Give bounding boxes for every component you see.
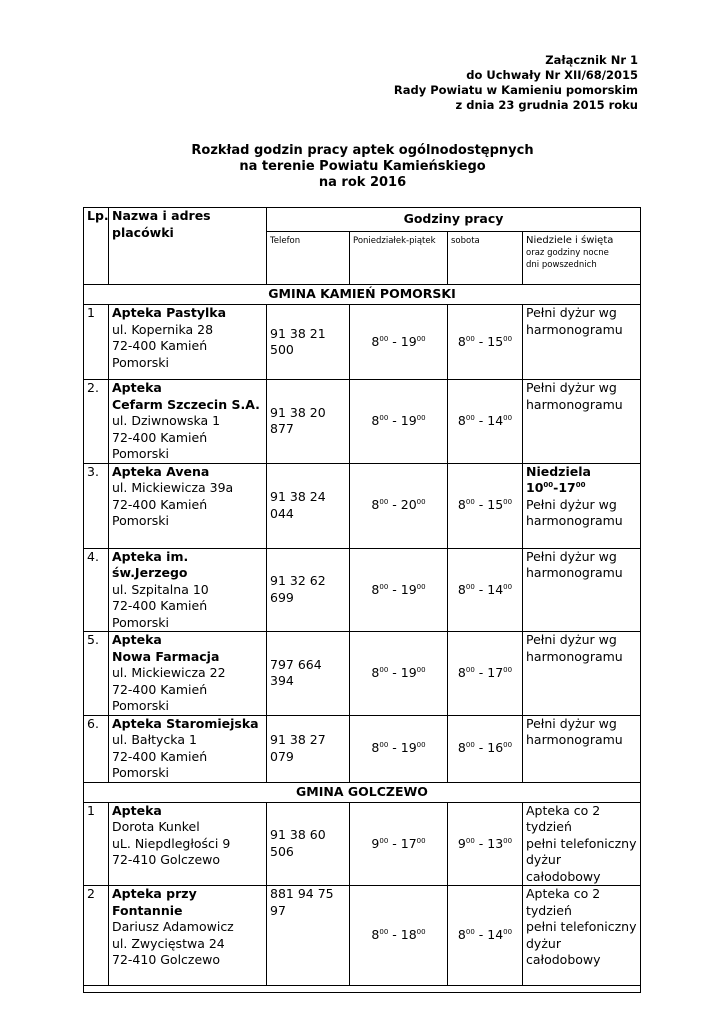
minute-value: 00 bbox=[503, 836, 513, 845]
row-lp: 6. bbox=[84, 715, 109, 782]
row-lp: 5. bbox=[84, 632, 109, 716]
phone-number: 91 38 27 079 bbox=[270, 732, 326, 764]
row-lp: 1 bbox=[84, 802, 109, 886]
minute-value: 00 bbox=[416, 582, 426, 591]
table-row bbox=[84, 886, 641, 986]
hour-value: 8 bbox=[457, 413, 466, 428]
minute-value: 00 bbox=[465, 665, 475, 674]
weekday-hours-cell: $9^{00} - 17^{00}$ bbox=[350, 802, 448, 886]
minute-value: 00 bbox=[503, 413, 513, 422]
sunday-cell bbox=[523, 632, 641, 716]
sunday-cell bbox=[523, 548, 641, 632]
duty-note: Apteka co 2 tydzień bbox=[526, 886, 601, 918]
phone-number: 91 38 24 044 bbox=[270, 489, 326, 521]
annex-line: do Uchwały Nr XII/68/2015 bbox=[466, 68, 638, 82]
saturday-hours-cell: $8^{00} - 17^{00}$ bbox=[448, 632, 523, 716]
hour-value: 18 bbox=[400, 927, 417, 943]
minute-value: 00 bbox=[416, 413, 426, 422]
pharmacy-address-line: uL. Niepdległości 9 bbox=[112, 835, 231, 851]
row-lp: 4. bbox=[84, 548, 109, 632]
weekday-hours-cell: $8^{00} - 19^{00}$ bbox=[350, 380, 448, 464]
hour-value: 19 bbox=[400, 740, 417, 756]
sunday-cell bbox=[523, 463, 641, 548]
hour-value: 15 bbox=[487, 497, 504, 513]
pharmacy-name: Apteka im. św.Jerzego bbox=[112, 548, 189, 580]
hour-value: 8 bbox=[371, 927, 380, 943]
duty-note: harmonogramu bbox=[526, 648, 623, 664]
hour-value: 19 bbox=[400, 333, 417, 349]
pharmacy-name-line2: Nowa Farmacja bbox=[112, 648, 220, 664]
minute-value: 00 bbox=[379, 582, 389, 591]
hour-value: 14 bbox=[487, 581, 504, 597]
header-weekdays: Poniedziałek-piątek bbox=[350, 232, 448, 285]
hour-value: 19 bbox=[400, 581, 417, 597]
duty-note: Pełni dyżur wg bbox=[526, 715, 617, 731]
duty-note: pełni telefoniczny bbox=[526, 835, 637, 851]
minute-value: 00 bbox=[416, 334, 426, 343]
sunday-cell bbox=[523, 715, 641, 782]
minute-value: 00 bbox=[503, 665, 513, 674]
pharmacy-name: Apteka bbox=[112, 802, 162, 818]
phone-cell bbox=[267, 463, 350, 548]
weekday-hours-cell: $8^{00} - 19^{00}$ bbox=[350, 632, 448, 716]
duty-note: Pełni dyżur wg bbox=[526, 632, 617, 647]
hour-value: 19 bbox=[400, 665, 417, 680]
hour-value: 14 bbox=[487, 413, 504, 428]
minute-value: 00 bbox=[465, 741, 475, 750]
phone-cell bbox=[267, 305, 350, 380]
duty-note: pełni telefoniczny bbox=[526, 919, 637, 934]
minute-value: 00 bbox=[379, 836, 389, 845]
saturday-hours-cell: $8^{00} - 14^{00}$ bbox=[448, 548, 523, 632]
sunday-label: Niedziela bbox=[526, 463, 591, 479]
duty-note: dyżur całodobowy bbox=[526, 935, 601, 967]
duty-note: harmonogramu bbox=[526, 732, 623, 747]
minute-value: 00 bbox=[416, 836, 426, 845]
phone-number: 797 664 394 bbox=[270, 656, 322, 689]
pharmacy-address-line: 72-400 Kamień Pomorski bbox=[112, 598, 208, 630]
pharmacy-address-line: ul. Zwycięstwa 24 bbox=[112, 935, 225, 951]
minute-value: 00 bbox=[379, 928, 389, 937]
sunday-cell bbox=[523, 380, 641, 464]
pharmacy-address-line: 72-400 Kamień Pomorski bbox=[112, 496, 208, 528]
pharmacy-cell bbox=[109, 548, 267, 632]
pharmacy-address-line: 72-400 Kamień Pomorski bbox=[112, 681, 208, 713]
minute-value: 00 bbox=[465, 928, 475, 937]
pharmacy-hours-table bbox=[83, 207, 641, 993]
minute-value: 00 bbox=[465, 413, 475, 422]
duty-note: harmonogramu bbox=[526, 396, 623, 412]
header-phone: Telefon bbox=[267, 232, 350, 285]
row-lp: 2 bbox=[84, 886, 109, 986]
duty-note: Pełni dyżur wg bbox=[526, 380, 617, 395]
table-footer-row bbox=[84, 986, 641, 993]
table-row bbox=[84, 305, 641, 380]
duty-note: Pełni dyżur wg bbox=[526, 548, 617, 564]
hour-value: 17 bbox=[487, 665, 504, 680]
pharmacy-address-line: 72-410 Golczewo bbox=[112, 852, 221, 867]
phone-cell bbox=[267, 380, 350, 464]
hour-value: 13 bbox=[487, 835, 504, 851]
pharmacy-address-line: 72-400 Kamień Pomorski bbox=[112, 748, 208, 780]
hour-value: 19 bbox=[400, 413, 417, 428]
minute-value: 00 bbox=[416, 741, 426, 750]
minute-value: 00 bbox=[503, 928, 513, 937]
pharmacy-address-line: Dorota Kunkel bbox=[112, 819, 200, 834]
sunday-cell bbox=[523, 886, 641, 986]
duty-note: harmonogramu bbox=[526, 565, 623, 580]
weekday-hours-cell: $8^{00} - 19^{00}$ bbox=[350, 715, 448, 782]
table-row bbox=[84, 380, 641, 464]
pharmacy-name: Apteka bbox=[112, 632, 162, 647]
duty-note: harmonogramu bbox=[526, 321, 623, 337]
phone-number: 91 32 62 699 bbox=[270, 573, 326, 605]
phone-number: 91 38 60 506 bbox=[270, 827, 326, 859]
pharmacy-address-line: 72-410 Golczewo bbox=[112, 952, 221, 967]
section-title: GMINA GOLCZEWO bbox=[84, 782, 641, 802]
hour-value: 8 bbox=[457, 333, 466, 349]
row-lp: 2. bbox=[84, 380, 109, 464]
pharmacy-address-line: ul. Mickiewicza 22 bbox=[112, 665, 226, 680]
pharmacy-address-line: 72-400 Kamień Pomorski bbox=[112, 338, 208, 370]
duty-note: Apteka co 2 tydzień bbox=[526, 802, 601, 834]
pharmacy-name: Apteka Avena bbox=[112, 463, 210, 479]
weekday-hours-cell: $8^{00} - 18^{00}$ bbox=[350, 886, 448, 986]
title-line: na rok 2016 bbox=[318, 175, 407, 190]
hour-value: 8 bbox=[371, 413, 380, 428]
minute-value: 00 bbox=[503, 582, 513, 591]
minute-value: 00 bbox=[379, 741, 389, 750]
saturday-hours-cell: $8^{00} - 15^{00}$ bbox=[448, 305, 523, 380]
pharmacy-name: Apteka bbox=[112, 380, 162, 395]
hour-value: 10 bbox=[526, 480, 544, 495]
header-sunday-line: Niedziele i święta bbox=[526, 235, 614, 246]
header-name: Nazwa i adres placówki bbox=[109, 208, 267, 285]
sunday-hours: $10^{00}-17^{00}$ bbox=[526, 480, 586, 495]
duty-note: Pełni dyżur wg bbox=[526, 305, 617, 320]
minute-value: 00 bbox=[416, 665, 426, 674]
hour-value: 8 bbox=[371, 581, 380, 597]
header-sunday bbox=[523, 232, 641, 285]
hour-value: 8 bbox=[457, 927, 466, 943]
hour-value: 8 bbox=[457, 740, 466, 756]
duty-note: Pełni dyżur wg bbox=[526, 496, 617, 512]
pharmacy-cell bbox=[109, 463, 267, 548]
section-title: GMINA KAMIEŃ POMORSKI bbox=[84, 285, 641, 305]
hour-value: 9 bbox=[371, 835, 380, 851]
pharmacy-address-line: 72-400 Kamień Pomorski bbox=[112, 429, 208, 461]
pharmacy-cell bbox=[109, 715, 267, 782]
minute-value: 00 bbox=[416, 498, 426, 507]
minute-value: 00 bbox=[503, 334, 513, 343]
weekday-hours-cell: $8^{00} - 19^{00}$ bbox=[350, 305, 448, 380]
hour-value: 9 bbox=[457, 835, 466, 851]
pharmacy-address-line: ul. Dziwnowska 1 bbox=[112, 413, 221, 428]
hour-value: 14 bbox=[487, 927, 504, 943]
minute-value: 00 bbox=[379, 665, 389, 674]
phone-number: 91 38 20 877 bbox=[270, 404, 326, 437]
pharmacy-cell bbox=[109, 380, 267, 464]
minute-value: 00 bbox=[503, 741, 513, 750]
hour-value: 17 bbox=[400, 835, 417, 851]
table-row bbox=[84, 632, 641, 716]
header-hours: Godziny pracy bbox=[267, 208, 641, 232]
phone-number: 881 94 75 97 bbox=[270, 886, 334, 918]
phone-number: 91 38 21 500 bbox=[270, 325, 326, 357]
pharmacy-name-line2: Cefarm Szczecin S.A. bbox=[112, 396, 260, 412]
phone-cell bbox=[267, 632, 350, 716]
hour-value: 17 bbox=[558, 480, 576, 495]
pharmacy-name: Apteka przy Fontannie bbox=[112, 886, 197, 918]
duty-note: harmonogramu bbox=[526, 513, 623, 528]
pharmacy-address-line: ul. Szpitalna 10 bbox=[112, 581, 209, 597]
phone-cell bbox=[267, 548, 350, 632]
saturday-hours-cell: $8^{00} - 15^{00}$ bbox=[448, 463, 523, 548]
minute-value: 00 bbox=[465, 582, 475, 591]
minute-value: 00 bbox=[379, 498, 389, 507]
saturday-hours-cell: $8^{00} - 16^{00}$ bbox=[448, 715, 523, 782]
annex-line: z dnia 23 grudnia 2015 roku bbox=[455, 98, 638, 112]
table-row bbox=[84, 548, 641, 632]
sunday-cell bbox=[523, 305, 641, 380]
pharmacy-name: Apteka Pastylka bbox=[112, 305, 227, 320]
hour-value: 16 bbox=[487, 740, 504, 756]
row-lp: 1 bbox=[84, 305, 109, 380]
phone-cell bbox=[267, 802, 350, 886]
pharmacy-address-line: ul. Kopernika 28 bbox=[112, 321, 214, 337]
pharmacy-cell bbox=[109, 632, 267, 716]
hour-value: 8 bbox=[457, 497, 466, 513]
pharmacy-name: Apteka Staromiejska bbox=[112, 715, 259, 731]
row-lp: 3. bbox=[84, 463, 109, 548]
table-row bbox=[84, 715, 641, 782]
phone-cell bbox=[267, 886, 350, 986]
pharmacy-cell bbox=[109, 305, 267, 380]
minute-value: 00 bbox=[379, 413, 389, 422]
weekday-hours-cell: $8^{00} - 20^{00}$ bbox=[350, 463, 448, 548]
minute-value: 00 bbox=[465, 836, 475, 845]
table-row bbox=[84, 463, 641, 548]
minute-value: 00 bbox=[543, 480, 554, 489]
hour-value: 20 bbox=[400, 497, 417, 513]
hour-value: 8 bbox=[371, 497, 380, 513]
header-saturday: sobota bbox=[448, 232, 523, 285]
pharmacy-address-line: ul. Mickiewicza 39a bbox=[112, 480, 234, 495]
pharmacy-cell bbox=[109, 802, 267, 886]
saturday-hours-cell: $8^{00} - 14^{00}$ bbox=[448, 380, 523, 464]
duty-note: dyżur całodobowy bbox=[526, 852, 601, 884]
minute-value: 00 bbox=[379, 334, 389, 343]
hour-value: 15 bbox=[487, 333, 504, 349]
saturday-hours-cell: $8^{00} - 14^{00}$ bbox=[448, 886, 523, 986]
header-lp: Lp. bbox=[84, 208, 109, 285]
minute-value: 00 bbox=[416, 928, 426, 937]
header-sunday-line: oraz godziny nocne bbox=[526, 248, 609, 258]
header-sunday-line: dni powszednich bbox=[526, 260, 597, 270]
saturday-hours-cell: $9^{00} - 13^{00}$ bbox=[448, 802, 523, 886]
annex-line: Załącznik Nr 1 bbox=[545, 53, 638, 67]
sunday-cell bbox=[523, 802, 641, 886]
hour-value: 8 bbox=[457, 665, 466, 680]
hour-value: 8 bbox=[371, 665, 380, 680]
document-title bbox=[0, 143, 725, 191]
minute-value: 00 bbox=[465, 334, 475, 343]
annex-header bbox=[394, 53, 638, 113]
pharmacy-address-line: Dariusz Adamowicz bbox=[112, 919, 234, 934]
minute-value: 00 bbox=[465, 498, 475, 507]
hour-value: 8 bbox=[371, 333, 380, 349]
phone-cell bbox=[267, 715, 350, 782]
minute-value: 00 bbox=[503, 498, 513, 507]
pharmacy-cell bbox=[109, 886, 267, 986]
title-line: Rozkład godzin pracy aptek ogólnodostępnych bbox=[191, 143, 534, 158]
table-row bbox=[84, 802, 641, 886]
hour-value: 8 bbox=[457, 581, 466, 597]
hour-value: 8 bbox=[371, 740, 380, 756]
minute-value: 00 bbox=[575, 480, 586, 489]
annex-line: Rady Powiatu w Kamieniu pomorskim bbox=[393, 83, 638, 97]
pharmacy-address-line: ul. Bałtycka 1 bbox=[112, 732, 197, 747]
weekday-hours-cell: $8^{00} - 19^{00}$ bbox=[350, 548, 448, 632]
title-line: na terenie Powiatu Kamieńskiego bbox=[239, 159, 486, 174]
